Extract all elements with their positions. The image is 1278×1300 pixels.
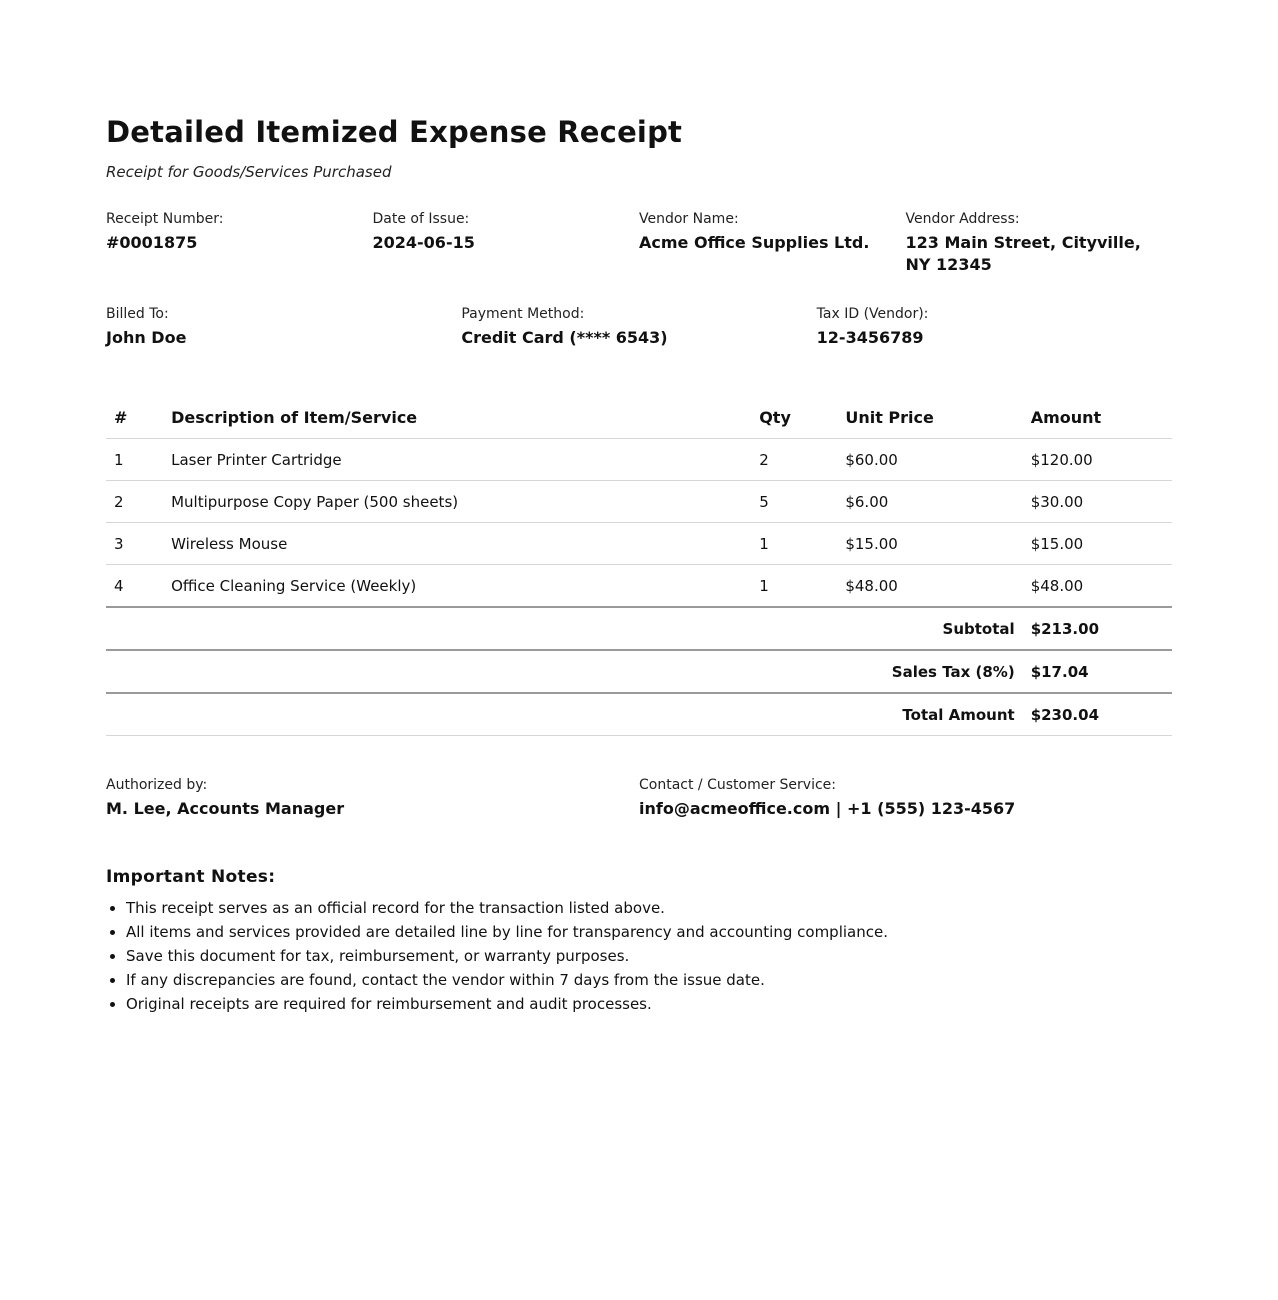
date-of-issue-field bbox=[373, 210, 640, 276]
sales-tax-row bbox=[106, 650, 1172, 693]
sales-tax-label: Sales Tax (8%) bbox=[106, 650, 1023, 693]
contact-value: info@acmeoffice.com | +1 (555) 123-4567 bbox=[639, 799, 1016, 818]
page-subtitle: Receipt for Goods/Services Purchased bbox=[106, 163, 392, 181]
subtotal-value: $213.00 bbox=[1023, 607, 1172, 650]
date-of-issue-value: 2024-06-15 bbox=[372, 233, 475, 252]
list-item: • If any discrepancies are found, contact the vendor within 7 days from the issue date. bbox=[126, 968, 1172, 992]
row-qty: 1 bbox=[751, 523, 837, 565]
authorized-by-value: M. Lee, Accounts Manager bbox=[106, 799, 345, 818]
vendor-name-label: Vendor Name: bbox=[639, 211, 739, 227]
receipt-number-value: #0001875 bbox=[106, 233, 198, 252]
receipt-document bbox=[106, 0, 1172, 1016]
notes-title: Important Notes: bbox=[106, 867, 276, 887]
receipt-number-field bbox=[106, 210, 373, 276]
total-amount-label: Total Amount bbox=[106, 693, 1023, 736]
billing-info-row bbox=[106, 305, 1172, 349]
header-unit-price: Unit Price bbox=[837, 397, 1022, 439]
billed-to-value: John Doe bbox=[106, 328, 187, 347]
row-qty: 1 bbox=[751, 565, 837, 608]
row-description: Office Cleaning Service (Weekly) bbox=[163, 565, 751, 608]
table-row bbox=[106, 565, 1172, 608]
header-description: Description of Item/Service bbox=[163, 397, 751, 439]
payment-method-label: Payment Method: bbox=[461, 306, 585, 322]
row-qty: 2 bbox=[751, 439, 837, 481]
row-number: 1 bbox=[106, 439, 163, 481]
total-amount-row bbox=[106, 693, 1172, 736]
header-number: # bbox=[106, 397, 163, 439]
row-unit-price: $60.00 bbox=[837, 439, 1022, 481]
row-amount: $15.00 bbox=[1023, 523, 1172, 565]
tax-id-label: Tax ID (Vendor): bbox=[816, 306, 929, 322]
authorized-by-field bbox=[106, 776, 639, 820]
table-row bbox=[106, 523, 1172, 565]
table-header-row bbox=[106, 397, 1172, 439]
row-unit-price: $6.00 bbox=[837, 481, 1022, 523]
payment-method-field bbox=[461, 305, 816, 349]
receipt-number-label: Receipt Number: bbox=[106, 211, 224, 227]
subtotal-label: Subtotal bbox=[106, 607, 1023, 650]
items-table bbox=[106, 397, 1172, 736]
row-amount: $120.00 bbox=[1023, 439, 1172, 481]
page-title: Detailed Itemized Expense Receipt bbox=[106, 115, 683, 149]
row-number: 4 bbox=[106, 565, 163, 608]
notes-list bbox=[106, 896, 1172, 1016]
contact-label: Contact / Customer Service: bbox=[639, 777, 836, 793]
list-item: • This receipt serves as an official record for the transaction listed above. bbox=[126, 896, 1172, 920]
row-amount: $48.00 bbox=[1023, 565, 1172, 608]
important-notes bbox=[106, 866, 1172, 1016]
vendor-name-value: Acme Office Supplies Ltd. bbox=[639, 233, 870, 252]
list-item: • Original receipts are required for reimbursement and audit processes. bbox=[126, 992, 1172, 1016]
row-description: Laser Printer Cartridge bbox=[163, 439, 751, 481]
list-item: • All items and services provided are detailed line by line for transparency and accounting compliance. bbox=[126, 920, 1172, 944]
vendor-name-field bbox=[639, 210, 906, 276]
list-item: • Save this document for tax, reimbursement, or warranty purposes. bbox=[126, 944, 1172, 968]
authorization-row bbox=[106, 776, 1172, 820]
receipt-info-row bbox=[106, 210, 1172, 276]
date-of-issue-label: Date of Issue: bbox=[372, 211, 470, 227]
row-number: 3 bbox=[106, 523, 163, 565]
tax-id-value: 12-3456789 bbox=[816, 328, 924, 347]
header-qty: Qty bbox=[751, 397, 837, 439]
tax-id-field bbox=[817, 305, 1172, 349]
sales-tax-value: $17.04 bbox=[1023, 650, 1172, 693]
billed-to-field bbox=[106, 305, 461, 349]
contact-field bbox=[639, 776, 1172, 820]
row-number: 2 bbox=[106, 481, 163, 523]
vendor-address-label: Vendor Address: bbox=[905, 211, 1020, 227]
table-row bbox=[106, 439, 1172, 481]
row-description: Wireless Mouse bbox=[163, 523, 751, 565]
row-unit-price: $15.00 bbox=[837, 523, 1022, 565]
header-amount: Amount bbox=[1023, 397, 1172, 439]
row-qty: 5 bbox=[751, 481, 837, 523]
row-description: Multipurpose Copy Paper (500 sheets) bbox=[163, 481, 751, 523]
vendor-address-value: 123 Main Street, Cityville, NY 12345 bbox=[905, 233, 1141, 274]
row-unit-price: $48.00 bbox=[837, 565, 1022, 608]
table-row bbox=[106, 481, 1172, 523]
subtotal-row bbox=[106, 607, 1172, 650]
row-amount: $30.00 bbox=[1023, 481, 1172, 523]
vendor-address-field bbox=[906, 210, 1173, 276]
total-amount-value: $230.04 bbox=[1023, 693, 1172, 736]
payment-method-value: Credit Card (**** 6543) bbox=[461, 328, 668, 347]
authorized-by-label: Authorized by: bbox=[106, 777, 208, 793]
billed-to-label: Billed To: bbox=[106, 306, 169, 322]
